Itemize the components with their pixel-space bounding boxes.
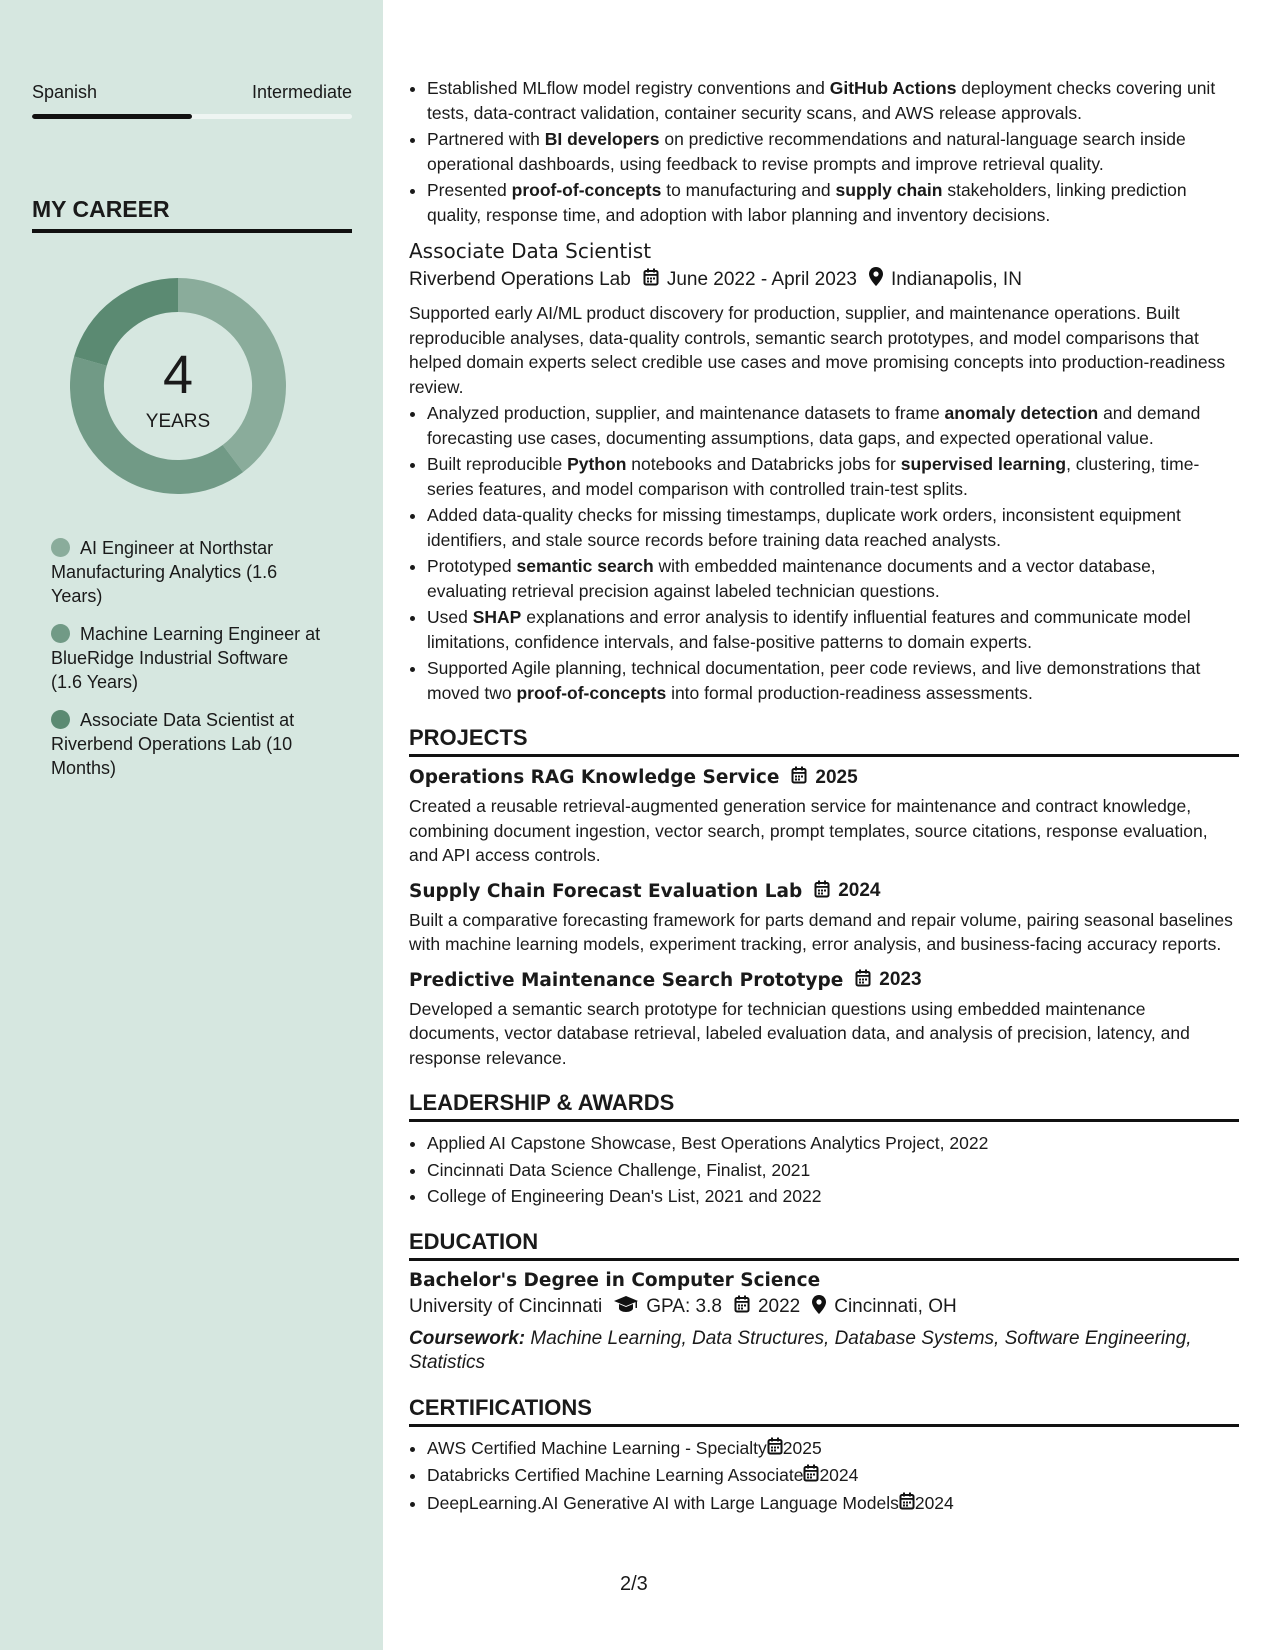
awards-list bbox=[409, 1131, 1239, 1209]
bullet-item: • Built reproducible Python notebooks and Databricks jobs for supervised learning, clustering, time-series features, and model comparison with controlled train-test splits. bbox=[427, 452, 1239, 501]
calendar-icon bbox=[899, 1492, 915, 1517]
job-meta bbox=[409, 267, 1239, 292]
certification-item bbox=[427, 1436, 1239, 1462]
certification-name: Databricks Certified Machine Learning Associate bbox=[427, 1465, 804, 1486]
certification-item bbox=[427, 1491, 1239, 1517]
award-item: • Applied AI Capstone Showcase, Best Operations Analytics Project, 2022 bbox=[427, 1131, 1239, 1156]
job-bullets bbox=[409, 401, 1239, 705]
career-legend bbox=[51, 536, 321, 794]
calendar-icon bbox=[734, 1295, 750, 1319]
project-title-row bbox=[409, 766, 1239, 789]
career-total-number: 4 bbox=[162, 345, 194, 405]
certification-year: 2024 bbox=[914, 1492, 954, 1513]
project-description: Created a reusable retrieval-augmented generation service for maintenance and contract knowledge, combining document ingestion, vector search, prompt templates, source citations, response evaluation, and API access controls. bbox=[409, 796, 1208, 865]
degree-title: Bachelor's Degree in Computer Science bbox=[409, 1269, 821, 1291]
calendar-icon bbox=[767, 1437, 783, 1462]
education-meta bbox=[409, 1295, 1239, 1320]
legend-dot bbox=[51, 624, 70, 643]
legend-label: Associate Data Scientist at Riverbend Operations Lab (10 Months) bbox=[51, 710, 295, 778]
project-description: Built a comparative forecasting framework for parts demand and repair volume, pairing seasonal baselines with machine learning models, experiment tracking, error analysis, and business-facing accuracy reports. bbox=[409, 909, 1233, 954]
calendar-icon bbox=[814, 880, 830, 903]
project-item bbox=[409, 766, 1239, 868]
language-proficiency-bar bbox=[32, 114, 352, 119]
language-proficiency-fill bbox=[32, 114, 192, 119]
calendar-icon bbox=[791, 766, 807, 789]
bullet-item: • Supported Agile planning, technical documentation, peer code reviews, and live demonstrations that moved two proof-of-concepts into formal production-readiness assessments. bbox=[427, 656, 1239, 705]
calendar-icon bbox=[643, 268, 659, 292]
legend-label: Machine Learning Engineer at BlueRidge Industrial Software (1.6 Years) bbox=[51, 624, 321, 692]
project-year: 2023 bbox=[879, 969, 922, 990]
coursework bbox=[409, 1327, 1239, 1375]
bullet-item: • Added data-quality checks for missing timestamps, duplicate work orders, inconsistent equipment identifiers, and stale source records before training data reached analysts. bbox=[427, 503, 1239, 552]
bullet-item: • Analyzed production, supplier, and maintenance datasets to frame anomaly detection and demand forecasting use cases, documenting assumptions, data gaps, and expected operational value. bbox=[427, 401, 1239, 450]
graduation-cap-icon bbox=[614, 1296, 638, 1319]
calendar-icon bbox=[855, 969, 871, 992]
job-title: Associate Data Scientist bbox=[409, 239, 652, 263]
page-number: 2/3 bbox=[620, 1573, 648, 1595]
career-donut-chart bbox=[62, 270, 294, 502]
legend-label: AI Engineer at Northstar Manufacturing Analytics (1.6 Years) bbox=[51, 538, 278, 606]
projects-list bbox=[409, 766, 1239, 1070]
career-legend-item bbox=[51, 622, 321, 694]
awards-heading: LEADERSHIP & AWARDS bbox=[409, 1090, 1239, 1122]
job-dates: June 2022 - April 2023 bbox=[666, 268, 857, 290]
project-description: Developed a semantic search prototype for technician questions using embedded maintenance documents, vector database retrieval, labeled evaluation data, and analysis of precision, latency, and response relevance. bbox=[409, 998, 1190, 1068]
school-name: University of Cincinnati bbox=[409, 1296, 603, 1317]
job-location: Indianapolis, IN bbox=[890, 268, 1022, 290]
calendar-icon bbox=[803, 1464, 819, 1489]
certification-item bbox=[427, 1463, 1239, 1489]
career-legend-item bbox=[51, 536, 321, 608]
language-level: Intermediate bbox=[251, 82, 352, 102]
map-pin-icon bbox=[869, 267, 883, 292]
main-content bbox=[409, 0, 1239, 1518]
project-title-row bbox=[409, 880, 1239, 903]
coursework-list: Machine Learning, Data Structures, Database Systems, Software Engineering, Statistics bbox=[409, 1327, 1192, 1373]
job-company: Riverbend Operations Lab bbox=[409, 268, 631, 290]
project-year: 2024 bbox=[838, 880, 881, 901]
certification-year: 2025 bbox=[782, 1437, 822, 1458]
certification-name: DeepLearning.AI Generative AI with Large Language Models bbox=[427, 1492, 899, 1513]
bullet-item: • Partnered with BI developers on predictive recommendations and natural-language search inside operational dashboards, using feedback to revise prompts and improve retrieval quality. bbox=[427, 127, 1239, 176]
bullet-item: • Presented proof-of-concepts to manufacturing and supply chain stakeholders, linking prediction quality, response time, and adoption with labor planning and inventory decisions. bbox=[427, 178, 1239, 227]
legend-dot bbox=[51, 538, 70, 557]
certification-name: AWS Certified Machine Learning - Specialty bbox=[427, 1437, 767, 1458]
bullet-item: • Established MLflow model registry conventions and GitHub Actions deployment checks covering unit tests, data-contract validation, container security scans, and AWS release approvals. bbox=[427, 76, 1239, 125]
map-pin-icon bbox=[812, 1295, 826, 1320]
job-summary: Supported early AI/ML product discovery for production, supplier, and maintenance operations. Built reproducible analyses, data-quality controls, semantic search prototypes, and model comparisons that helped domain experts select credible use cases and move promising concepts into production-readiness review. bbox=[409, 303, 1226, 397]
certification-year: 2024 bbox=[819, 1465, 859, 1486]
coursework-label: Coursework: bbox=[409, 1327, 526, 1349]
language-name: Spanish bbox=[32, 82, 98, 102]
project-year: 2025 bbox=[815, 766, 858, 788]
award-item: • College of Engineering Dean's List, 2021 and 2022 bbox=[427, 1184, 1239, 1209]
project-item bbox=[409, 880, 1239, 957]
project-title: Predictive Maintenance Search Prototype bbox=[409, 969, 844, 991]
education-heading: EDUCATION bbox=[409, 1229, 1239, 1261]
sidebar bbox=[0, 0, 383, 1650]
project-item bbox=[409, 969, 1239, 1071]
certifications-heading: CERTIFICATIONS bbox=[409, 1395, 1239, 1427]
legend-dot bbox=[51, 710, 70, 729]
graduation-year: 2022 bbox=[757, 1296, 801, 1317]
career-heading: MY CAREER bbox=[32, 196, 352, 233]
school-location: Cincinnati, OH bbox=[834, 1296, 957, 1317]
previous-job-bullets bbox=[409, 76, 1239, 227]
career-legend-item bbox=[51, 708, 321, 780]
projects-heading: PROJECTS bbox=[409, 725, 1239, 757]
project-title: Operations RAG Knowledge Service bbox=[409, 767, 780, 788]
project-title-row bbox=[409, 969, 1239, 992]
career-total-unit: YEARS bbox=[145, 411, 211, 432]
award-item: • Cincinnati Data Science Challenge, Finalist, 2021 bbox=[427, 1158, 1239, 1183]
bullet-item: • Used SHAP explanations and error analysis to identify influential features and communicate model limitations, confidence intervals, and false-positive patterns to domain experts. bbox=[427, 605, 1239, 654]
certifications-list bbox=[409, 1436, 1239, 1517]
project-title: Supply Chain Forecast Evaluation Lab bbox=[409, 880, 803, 902]
gpa: GPA: 3.8 bbox=[646, 1296, 722, 1317]
bullet-item: • Prototyped semantic search with embedded maintenance documents and a vector database, evaluating retrieval precision against labeled technician questions. bbox=[427, 554, 1239, 603]
